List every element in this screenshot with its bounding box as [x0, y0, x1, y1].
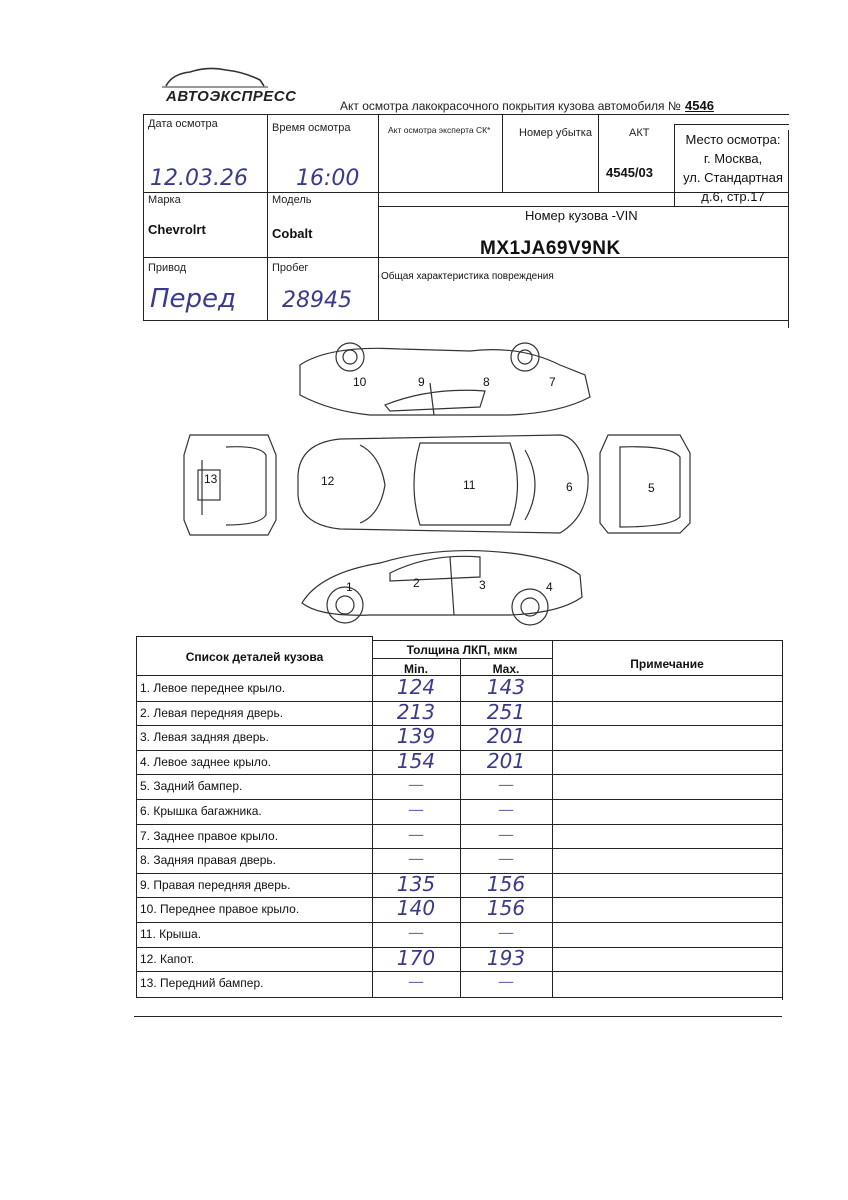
expert-act-label: Акт осмотра эксперта СК*	[388, 125, 491, 135]
inspection-place	[678, 130, 788, 206]
table-row-min: —	[408, 972, 424, 992]
table-row-min: 154	[396, 748, 436, 773]
logo-text: АВТОЭКСПРЕСС	[166, 88, 297, 105]
diagram-label-12: 12	[321, 474, 335, 488]
table-row-part: 13. Передний бампер.	[140, 976, 264, 991]
place-line-3: д.6, стр.17	[701, 189, 765, 204]
act-label: АКТ	[629, 127, 650, 139]
table-row-part: 9. Правая передняя дверь.	[140, 877, 291, 892]
act-value: 4545/03	[606, 165, 653, 180]
diagram-label-2: 2	[413, 576, 420, 590]
diagram-label-11: 11	[463, 478, 476, 492]
diagram-label-10: 10	[353, 375, 367, 389]
document-title: Акт осмотра лакокрасочного покрытия кузова автомобиля №	[340, 99, 681, 113]
diagram-label-4: 4	[546, 580, 553, 594]
table-row-max: 201	[486, 748, 526, 773]
table-row-min: 170	[396, 945, 436, 970]
diagram-label-5: 5	[648, 481, 655, 495]
table-row-part: 12. Капот.	[140, 951, 195, 966]
place-label: Место осмотра:	[685, 132, 781, 147]
vin-value: MX1JA69V9NK	[480, 238, 621, 259]
table-row-part: 4. Левое заднее крыло.	[140, 754, 271, 769]
table-row-min: 140	[396, 896, 436, 921]
diagram-label-1: 1	[346, 580, 353, 594]
mileage-value: 28945	[282, 288, 352, 313]
diagram-label-3: 3	[479, 578, 486, 592]
table-row-part: 3. Левая задняя дверь.	[140, 730, 269, 745]
table-row-max: 201	[486, 724, 526, 749]
diagram-label-6: 6	[566, 480, 573, 494]
table-row-min: —	[408, 849, 424, 869]
loss-number-label: Номер убытка	[519, 127, 592, 139]
diagram-label-7: 7	[549, 375, 556, 389]
bottom-divider	[134, 1016, 782, 1017]
table-row-part: 5. Задний бампер.	[140, 779, 243, 794]
place-line-2: ул. Стандартная	[683, 170, 783, 185]
drive-label: Привод	[148, 262, 187, 274]
diagram-label-8: 8	[483, 375, 490, 389]
make-value: Chevrolrt	[148, 222, 206, 237]
table-row-part: 2. Левая передняя дверь.	[140, 705, 284, 720]
mileage-label: Пробег	[272, 262, 309, 274]
col-header-min: Min.	[404, 662, 428, 676]
place-line-1: г. Москва,	[703, 151, 763, 166]
time-value: 16:00	[296, 166, 360, 191]
table-row-part: 7. Заднее правое крыло.	[140, 828, 279, 843]
table-row-max: —	[498, 775, 514, 795]
table-row-max: 193	[486, 945, 526, 970]
table-row-max: 156	[486, 896, 526, 921]
table-row-min: 213	[396, 699, 436, 724]
table-row-max: 143	[486, 675, 526, 699]
col-header-note: Примечание	[630, 657, 704, 671]
table-row-min: 124	[396, 675, 436, 699]
table-row-part: 6. Крышка багажника.	[140, 804, 262, 818]
col-header-parts: Список деталей кузова	[185, 650, 324, 664]
table-row-min: 135	[396, 871, 436, 896]
table-row-max: —	[498, 923, 514, 942]
table-row-max: —	[498, 849, 514, 869]
col-header-max: Max.	[492, 662, 520, 676]
car-body-diagram	[180, 335, 700, 635]
model-value: Cobalt	[272, 226, 313, 241]
time-label: Время осмотра	[272, 122, 351, 134]
table-row-min: —	[408, 800, 424, 819]
table-row-part: 8. Задняя правая дверь.	[140, 853, 276, 868]
table-row-part: 11. Крыша.	[140, 927, 202, 941]
vin-label: Номер кузова -VIN	[525, 208, 638, 223]
col-header-thickness: Толщина ЛКП, мкм	[406, 643, 518, 657]
date-label: Дата осмотра	[148, 118, 218, 130]
diagram-label-13: 13	[204, 472, 218, 486]
document-number: 4546	[685, 98, 714, 113]
diagram-label-9: 9	[418, 375, 425, 389]
model-label: Модель	[272, 194, 312, 206]
table-row-max: 156	[486, 871, 526, 896]
make-label: Марка	[148, 194, 181, 206]
table-row-min: —	[408, 824, 424, 844]
table-row-min: —	[408, 775, 424, 795]
table-row-part: 1. Левое переднее крыло.	[140, 681, 286, 695]
table-row-max: —	[498, 800, 514, 819]
logo-car-icon	[160, 64, 270, 90]
table-row-max: 251	[486, 699, 526, 724]
table-row-min: —	[408, 923, 424, 942]
table-row-part: 10. Переднее правое крыло.	[140, 902, 300, 917]
table-row-max: —	[498, 972, 514, 992]
table-row-max: —	[498, 824, 514, 844]
damage-label: Общая характеристика повреждения	[381, 271, 554, 282]
drive-value: Перед	[150, 284, 237, 314]
date-value: 12.03.26	[150, 166, 248, 191]
table-row-min: 139	[396, 724, 436, 749]
